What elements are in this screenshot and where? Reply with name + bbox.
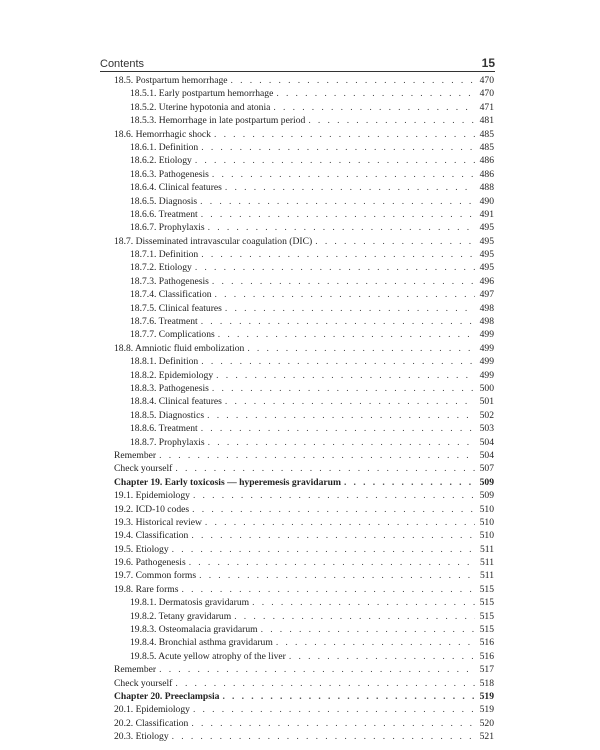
dot-leader [172,543,475,556]
toc-entry-page: 486 [479,168,494,180]
toc-entry-page: 491 [479,208,494,220]
page-number: 15 [481,56,495,70]
dot-leader [344,476,475,489]
toc-entry-title: 18.7.3. Pathogenesis [130,275,209,287]
toc-entry-title: Check yourself [114,463,173,475]
toc-entry-page: 488 [479,182,494,194]
toc-entry-title: 18.7.5. Clinical features [130,302,222,314]
dot-leader [189,556,475,569]
toc-entry-title: 20.3. Etiology [114,731,169,743]
toc-entry-page: 471 [479,101,494,113]
toc-entry-title: 18.6.2. Etiology [130,155,192,167]
toc-entry-page: 485 [479,128,494,140]
dot-leader [273,101,475,114]
toc-entry[interactable] [114,248,494,261]
toc-entry-page: 517 [479,664,494,676]
toc-entry-page: 515 [479,583,494,595]
toc-entry-page: 499 [479,329,494,341]
toc-entry-title: 18.8.5. Diagnostics [130,409,205,421]
toc-entry-page: 495 [479,222,494,234]
toc-entry-title: 19.8. Rare forms [114,583,179,595]
toc-entry-title: Chapter 20. Preeclampsia [114,690,220,702]
toc-entry[interactable] [114,422,494,435]
toc-entry[interactable] [114,114,494,127]
toc-entry-page: 500 [479,382,494,394]
dot-leader [195,154,475,167]
toc-entry-page: 519 [479,690,494,702]
toc-entry[interactable] [114,703,494,716]
dot-leader [208,436,475,449]
toc-entry[interactable] [114,235,494,248]
toc-entry-page: 511 [479,570,494,582]
toc-entry-page: 498 [479,316,494,328]
toc-entry-page: 481 [479,115,494,127]
toc-entry-title: Check yourself [114,677,173,689]
dot-leader [159,663,475,676]
toc-entry-title: 19.3. Historical review [114,516,202,528]
toc-entry-title: 19.8.1. Dermatosis gravidarum [130,597,250,609]
toc-entry-title: 19.8.5. Acute yellow atrophy of the liver [130,650,286,662]
toc-entry[interactable] [114,328,494,341]
toc-entry-page: 495 [479,249,494,261]
dot-leader [215,288,475,301]
toc-entry[interactable] [114,409,494,422]
dot-leader [172,730,475,743]
toc-entry[interactable] [114,74,494,87]
dot-leader [181,583,475,596]
toc-entry[interactable] [114,154,494,167]
toc-entry-title: 18.6.7. Prophylaxis [130,222,205,234]
dot-leader [212,168,475,181]
toc-entry-page: 510 [479,530,494,542]
toc-entry-title: 18.7.2. Etiology [130,262,192,274]
dot-leader [175,677,475,690]
dot-leader [201,248,475,261]
toc-entry[interactable] [114,650,494,663]
toc-entry-title: 18.8.3. Pathogenesis [130,382,209,394]
toc-entry-title: 18.6.4. Clinical features [130,182,222,194]
toc-entry-title: 18.5.2. Uterine hypotonia and atonia [130,101,271,113]
toc-entry-page: 507 [479,463,494,475]
toc-entry-page: 490 [479,195,494,207]
toc-entry-page: 495 [479,235,494,247]
toc-entry-page: 486 [479,155,494,167]
dot-leader [208,221,475,234]
toc-entry[interactable] [114,623,494,636]
dot-leader [234,610,475,623]
dot-leader [191,529,475,542]
toc-entry-page: 521 [479,731,494,743]
toc-entry-title: 18.5.3. Hemorrhage in late postpartum period [130,115,306,127]
toc-entry-page: 497 [479,289,494,301]
toc-entry-page: 495 [479,262,494,274]
dot-leader [252,596,475,609]
dot-leader [200,195,475,208]
toc-entry[interactable] [114,677,494,690]
toc-entry-page: 470 [479,88,494,100]
dot-leader [212,382,475,395]
dot-leader [201,355,475,368]
toc-entry-title: 19.1. Epidemiology [114,490,190,502]
toc-entry-title: 18.6.3. Pathogenesis [130,168,209,180]
dot-leader [201,208,475,221]
dot-leader [201,141,475,154]
toc-entry-title: 19.7. Common forms [114,570,197,582]
toc-entry-page: 516 [479,650,494,662]
toc-entry[interactable] [114,382,494,395]
dot-leader [225,302,475,315]
toc-entry-title: 18.8.4. Clinical features [130,396,222,408]
header-rule [100,71,495,72]
dot-leader [216,369,475,382]
dot-leader [276,87,475,100]
toc-entry-title: 19.8.2. Tetany gravidarum [130,610,232,622]
dot-leader [218,328,475,341]
toc-entry-page: 499 [479,369,494,381]
toc-entry-title: 19.4. Classification [114,530,189,542]
toc-entry[interactable] [114,168,494,181]
dot-leader [201,422,475,435]
dot-leader [222,690,475,703]
toc-entry[interactable] [114,101,494,114]
toc-entry-page: 504 [479,436,494,448]
toc-entry-page: 485 [479,141,494,153]
toc-entry[interactable] [114,489,494,502]
toc-entry-title: 18.6.5. Diagnosis [130,195,198,207]
toc-entry-page: 515 [479,610,494,622]
toc-entry[interactable] [114,516,494,529]
toc-entry[interactable] [114,610,494,623]
toc-entry[interactable] [114,369,494,382]
toc-entry-page: 519 [479,704,494,716]
dot-leader [175,462,475,475]
toc-entry-page: 515 [479,597,494,609]
dot-leader [214,128,475,141]
toc-entry[interactable] [114,543,494,556]
toc-entry-title: 18.7.1. Definition [130,249,199,261]
toc-entry[interactable] [114,141,494,154]
toc-entry-title: 18.7.4. Classification [130,289,212,301]
toc-entry-page: 499 [479,356,494,368]
toc-entry-title: 18.7.7. Complications [130,329,215,341]
toc-entry[interactable] [114,261,494,274]
toc-entry-title: 18.8.2. Epidemiology [130,369,214,381]
dot-leader [289,650,475,663]
toc-entry-page: 516 [479,637,494,649]
toc-entry-page: 496 [479,275,494,287]
toc-entry[interactable] [114,529,494,542]
toc-entry-page: 503 [479,423,494,435]
dot-leader [247,342,475,355]
toc-entry-page: 509 [479,490,494,502]
toc-entry-page: 515 [479,624,494,636]
toc-entry-title: 18.6.1. Definition [130,141,199,153]
toc-entry[interactable] [114,195,494,208]
toc-entry-title: 19.8.3. Osteomalacia gravidarum [130,624,258,636]
toc-chapter-entry[interactable] [114,476,494,489]
toc-entry-title: Chapter 19. Early toxicosis — hyperemesis gravidarum [114,476,341,488]
toc-entry[interactable] [114,583,494,596]
dot-leader [191,717,475,730]
dot-leader [261,623,475,636]
dot-leader [225,181,475,194]
toc-entry-page: 499 [479,342,494,354]
toc-entry[interactable] [114,128,494,141]
running-title: Contents [100,58,145,70]
toc-entry[interactable] [114,208,494,221]
dot-leader [193,489,475,502]
toc-entry-title: 19.5. Etiology [114,543,169,555]
toc-entry-title: 18.6. Hemorrhagic shock [114,128,211,140]
toc-entry-page: 510 [479,516,494,528]
toc-entry-title: 19.6. Pathogenesis [114,557,186,569]
toc-entry-title: 18.8.1. Definition [130,356,199,368]
dot-leader [212,275,475,288]
toc-entry-page: 498 [479,302,494,314]
toc-entry[interactable] [114,436,494,449]
toc-entry[interactable] [114,221,494,234]
toc-entry-title: 18.7.6. Treatment [130,316,198,328]
toc-entry[interactable] [114,636,494,649]
running-header [100,56,495,70]
toc-entry[interactable] [114,355,494,368]
toc-entry-page: 511 [479,557,494,569]
dot-leader [207,409,475,422]
toc-entry-title: 19.2. ICD-10 codes [114,503,190,515]
toc-entry-title: 18.8.7. Prophylaxis [130,436,205,448]
toc-entry[interactable] [114,342,494,355]
toc-entry-page: 504 [479,449,494,461]
toc-entry[interactable] [114,717,494,730]
toc-entry-title: 20.1. Epidemiology [114,704,190,716]
toc-entry-page: 518 [479,677,494,689]
toc-entry-title: 18.5.1. Early postpartum hemorrhage [130,88,274,100]
toc-entry-title: 18.7. Disseminated intravascular coagulation (DIC) [114,235,313,247]
dot-leader [315,235,475,248]
toc-entry[interactable] [114,181,494,194]
toc-entry[interactable] [114,596,494,609]
toc-entry[interactable] [114,315,494,328]
toc-entry-page: 511 [479,543,494,555]
toc-chapter-entry[interactable] [114,690,494,703]
toc-entry[interactable] [114,730,494,743]
toc-entry-title: 18.8. Amniotic fluid embolization [114,342,245,354]
toc-entry-page: 502 [479,409,494,421]
toc-entry[interactable] [114,503,494,516]
toc-entry-title: 18.5. Postpartum hemorrhage [114,75,228,86]
toc-entry-title: 18.8.6. Treatment [130,423,198,435]
dot-leader [195,261,475,274]
toc-entry-page: 470 [479,75,494,86]
toc-entry-page: 510 [479,503,494,515]
toc-entry-title: 18.6.6. Treatment [130,208,198,220]
toc-entry[interactable] [114,395,494,408]
toc-entry[interactable] [114,556,494,569]
toc-entry[interactable] [114,569,494,582]
dot-leader [201,315,475,328]
toc-entry[interactable] [114,663,494,676]
toc-entry[interactable] [114,288,494,301]
dot-leader [193,703,475,716]
toc-entry[interactable] [114,275,494,288]
dot-leader [225,395,475,408]
table-of-contents [114,74,494,744]
toc-entry[interactable] [114,302,494,315]
toc-entry-title: Remember [114,449,157,461]
toc-entry-title: Remember [114,664,157,676]
dot-leader [205,516,475,529]
dot-leader [308,114,475,127]
toc-entry-title: 20.2. Classification [114,717,189,729]
toc-entry[interactable] [114,462,494,475]
toc-entry-page: 509 [479,476,494,488]
toc-entry-page: 501 [479,396,494,408]
toc-entry[interactable] [114,449,494,462]
dot-leader [192,503,475,516]
dot-leader [199,569,475,582]
toc-entry[interactable] [114,87,494,100]
toc-entry-title: 19.8.4. Bronchial asthma gravidarum [130,637,273,649]
dot-leader [231,74,475,87]
dot-leader [159,449,475,462]
dot-leader [276,636,475,649]
toc-entry-page: 520 [479,717,494,729]
